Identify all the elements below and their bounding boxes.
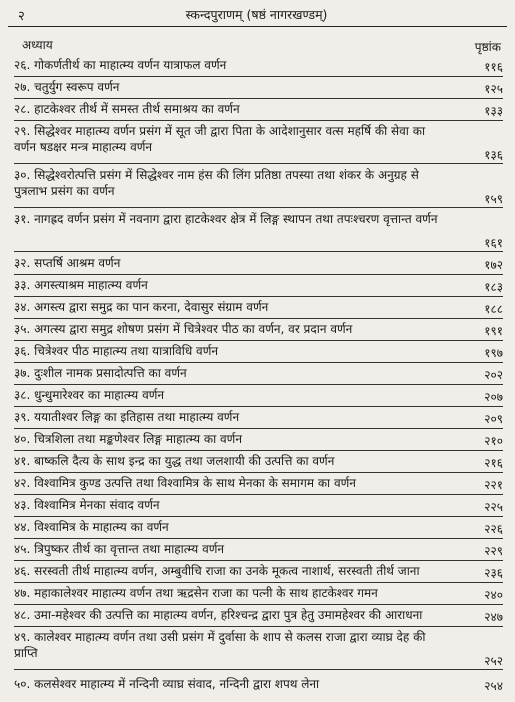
toc-entry-page: १२५ bbox=[484, 82, 503, 96]
entry-underline bbox=[14, 384, 503, 385]
entry-underline bbox=[14, 406, 503, 407]
toc-entry-title: ४८. उमा-महेश्वर की उत्पत्ति का माहात्म्य वर्णन, हरिश्चन्द्र द्वारा पुत्र हेतु उमामहेश्वर की आराधना bbox=[14, 608, 423, 622]
toc-entry-title: ५०. कलसेश्वर माहात्म्य में नन्दिनी व्याघ्र संवाद, नन्दिनी द्वारा शपथ लेना bbox=[14, 677, 320, 691]
running-title: स्कन्दपुराणम् (षष्ठं नागरखण्डम्) bbox=[185, 7, 328, 22]
toc-entry-page: १५९ bbox=[484, 192, 503, 206]
entry-underline bbox=[14, 163, 503, 164]
toc-entry-page: २०९ bbox=[484, 412, 503, 426]
entry-underline bbox=[14, 296, 503, 297]
toc-entry-page: २०२ bbox=[484, 368, 503, 382]
toc-entry-page: १३३ bbox=[484, 104, 503, 118]
toc-entry-page: २१० bbox=[484, 434, 503, 448]
toc-entry-page: १७२ bbox=[484, 258, 503, 272]
toc-entry-page: २२१ bbox=[484, 478, 503, 492]
toc-entry-title: ३२. सप्तर्षि आश्रम वर्णन bbox=[14, 256, 121, 270]
header-rule bbox=[8, 26, 507, 27]
toc-entry-title: ३८. धुन्धुमारेश्वर का माहात्म्य वर्णन bbox=[14, 388, 165, 402]
chapter-column-heading: अध्याय bbox=[22, 38, 53, 52]
toc-entry-title: ४२. विश्वामित्र कुण्ड उत्पत्ति तथा विश्वामित्र के साथ मेनका के समागम का वर्णन bbox=[14, 476, 356, 490]
entry-underline bbox=[14, 626, 503, 627]
entry-underline bbox=[14, 207, 503, 208]
toc-entry-page: २२५ bbox=[484, 500, 503, 514]
toc-entry-title: ३३. अगस्त्याश्रम माहात्म्य वर्णन bbox=[14, 278, 148, 292]
entry-underline bbox=[14, 538, 503, 539]
page-number: २ bbox=[18, 9, 25, 24]
toc-entry-page: २१६ bbox=[484, 456, 503, 470]
toc-entry-page: २२६ bbox=[484, 522, 503, 536]
entry-underline bbox=[14, 428, 503, 429]
toc-entry-page: २५४ bbox=[484, 679, 503, 693]
entry-underline bbox=[14, 560, 503, 561]
toc-entry-title: ४४. विश्वामित्र के माहात्म्य का वर्णन bbox=[14, 520, 169, 534]
toc-entry-title: २७. चतुर्युग स्वरूप वर्णन bbox=[14, 80, 120, 94]
toc-entry-page: १३६ bbox=[484, 148, 503, 162]
entry-underline bbox=[14, 274, 503, 275]
toc-entry-title: ४०. चित्रशिला तथा मङ्कणेश्वर लिङ्ग माहात्म्य का वर्णन bbox=[14, 432, 243, 446]
toc-entry-page: १९१ bbox=[484, 324, 503, 338]
toc-entry-title: २६. गोकर्णतीर्थ का माहात्म्य वर्णन यात्राफल वर्णन bbox=[14, 58, 227, 72]
entry-underline bbox=[14, 450, 503, 451]
entry-underline bbox=[14, 251, 503, 252]
toc-entry-page: ११६ bbox=[484, 60, 503, 74]
entry-underline bbox=[14, 472, 503, 473]
entry-underline bbox=[14, 76, 503, 77]
entry-underline bbox=[14, 582, 503, 583]
toc-entry-title: ४६. सरस्वती तीर्थ माहात्म्य वर्णन, अम्बुवीचि राजा का उनके मूकत्व नाशार्थ, सरस्वती तीर्थ जाना bbox=[14, 564, 420, 578]
toc-entry-page: २५२ bbox=[484, 654, 503, 668]
toc-entry-page: २३६ bbox=[484, 566, 503, 580]
toc-entry-title: ३६. चित्रेश्वर पीठ माहात्म्य तथा यात्राविधि वर्णन bbox=[14, 344, 219, 358]
toc-entry-title: ४९. कालेश्वर माहात्म्य वर्णन तथा उसी प्रसंग में दुर्वासा के शाप से कलस राजा द्वारा व्याघ्र देह की प्राप्ति bbox=[14, 630, 426, 660]
toc-entry-title: २९. सिद्धेश्वर माहात्म्य वर्णन प्रसंग में सूत जी द्वारा पिता के आदेशानुसार वत्स महर्षि की सेवा का वर्णन षडक्षर मन्त्र माहात्म्य वर्णन bbox=[14, 124, 426, 154]
entry-underline bbox=[14, 340, 503, 341]
toc-entry-title: ४१. बाष्कलि दैत्य के साथ इन्द्र का युद्ध तथा जलशायी की उत्पत्ति का वर्णन bbox=[14, 454, 335, 468]
page-header bbox=[8, 4, 505, 26]
toc-entry-page: १८३ bbox=[484, 280, 503, 294]
toc-entry-title: ३४. अगस्त्य द्वारा समुद्र का पान करना, देवासुर संग्राम वर्णन bbox=[14, 300, 269, 314]
toc-entry-page: २०७ bbox=[484, 390, 503, 404]
toc-entry-title: ४७. महाकालेश्वर माहात्म्य वर्णन तथा ऋद्रसेन राजा का पत्नी के साथ हाटकेश्वर गमन bbox=[14, 586, 378, 600]
toc-entry-title: ३७. दुःशील नामक प्रसादोत्पत्ति का वर्णन bbox=[14, 366, 187, 380]
toc-entry-title: ३९. ययातीश्वर लिङ्ग का इतिहास तथा माहात्म्य वर्णन bbox=[14, 410, 240, 424]
toc-entry-page: २४० bbox=[484, 588, 503, 602]
entry-underline bbox=[14, 318, 503, 319]
toc-entry-page: २२९ bbox=[484, 544, 503, 558]
entry-underline bbox=[14, 604, 503, 605]
entry-underline bbox=[14, 494, 503, 495]
entry-underline bbox=[14, 120, 503, 121]
entry-underline bbox=[14, 669, 503, 670]
toc-entry-title: ४३. विश्वामित्र मेनका संवाद वर्णन bbox=[14, 498, 160, 512]
entry-underline bbox=[14, 362, 503, 363]
toc-entry-title: २८. हाटकेश्वर तीर्थ में समस्त तीर्थ समाश्रय का वर्णन bbox=[14, 102, 240, 116]
entry-underline bbox=[14, 98, 503, 99]
toc-entry-title: ३५. अगत्स्य द्वारा समुद्र शोषण प्रसंग में चित्रेश्वर पीठ का वर्णन, वर प्रदान वर्णन bbox=[14, 322, 353, 336]
toc-entry-page: १८८ bbox=[484, 302, 503, 316]
entry-underline bbox=[14, 516, 503, 517]
toc-entry-title: ३१. नागह्रद वर्णन प्रसंग में नवनाग द्वारा हाटकेश्वर क्षेत्र में लिङ्ग स्थापन तथा तपःश्चरण वृत्तान्त वर्णन bbox=[14, 212, 438, 226]
toc-entry-title: ४५. त्रिपुष्कर तीर्थ का वृत्तान्त तथा माहात्म्य वर्णन bbox=[14, 542, 225, 556]
toc-entry-page: १९७ bbox=[484, 346, 503, 360]
toc-entry-page: १६१ bbox=[484, 236, 503, 250]
toc-entry-title: ३०. सिद्धेश्वरोत्पत्ति प्रसंग में सिद्धेश्वर नाम हंस की लिंग प्रतिष्ठा तपस्या तथा शंकर के अनुग्रह से पुत्रलाभ प्रसंग का वर्णन bbox=[14, 168, 419, 198]
toc-entry-page: २४७ bbox=[484, 610, 503, 624]
page-column-heading: पृष्ठांक bbox=[474, 40, 501, 54]
